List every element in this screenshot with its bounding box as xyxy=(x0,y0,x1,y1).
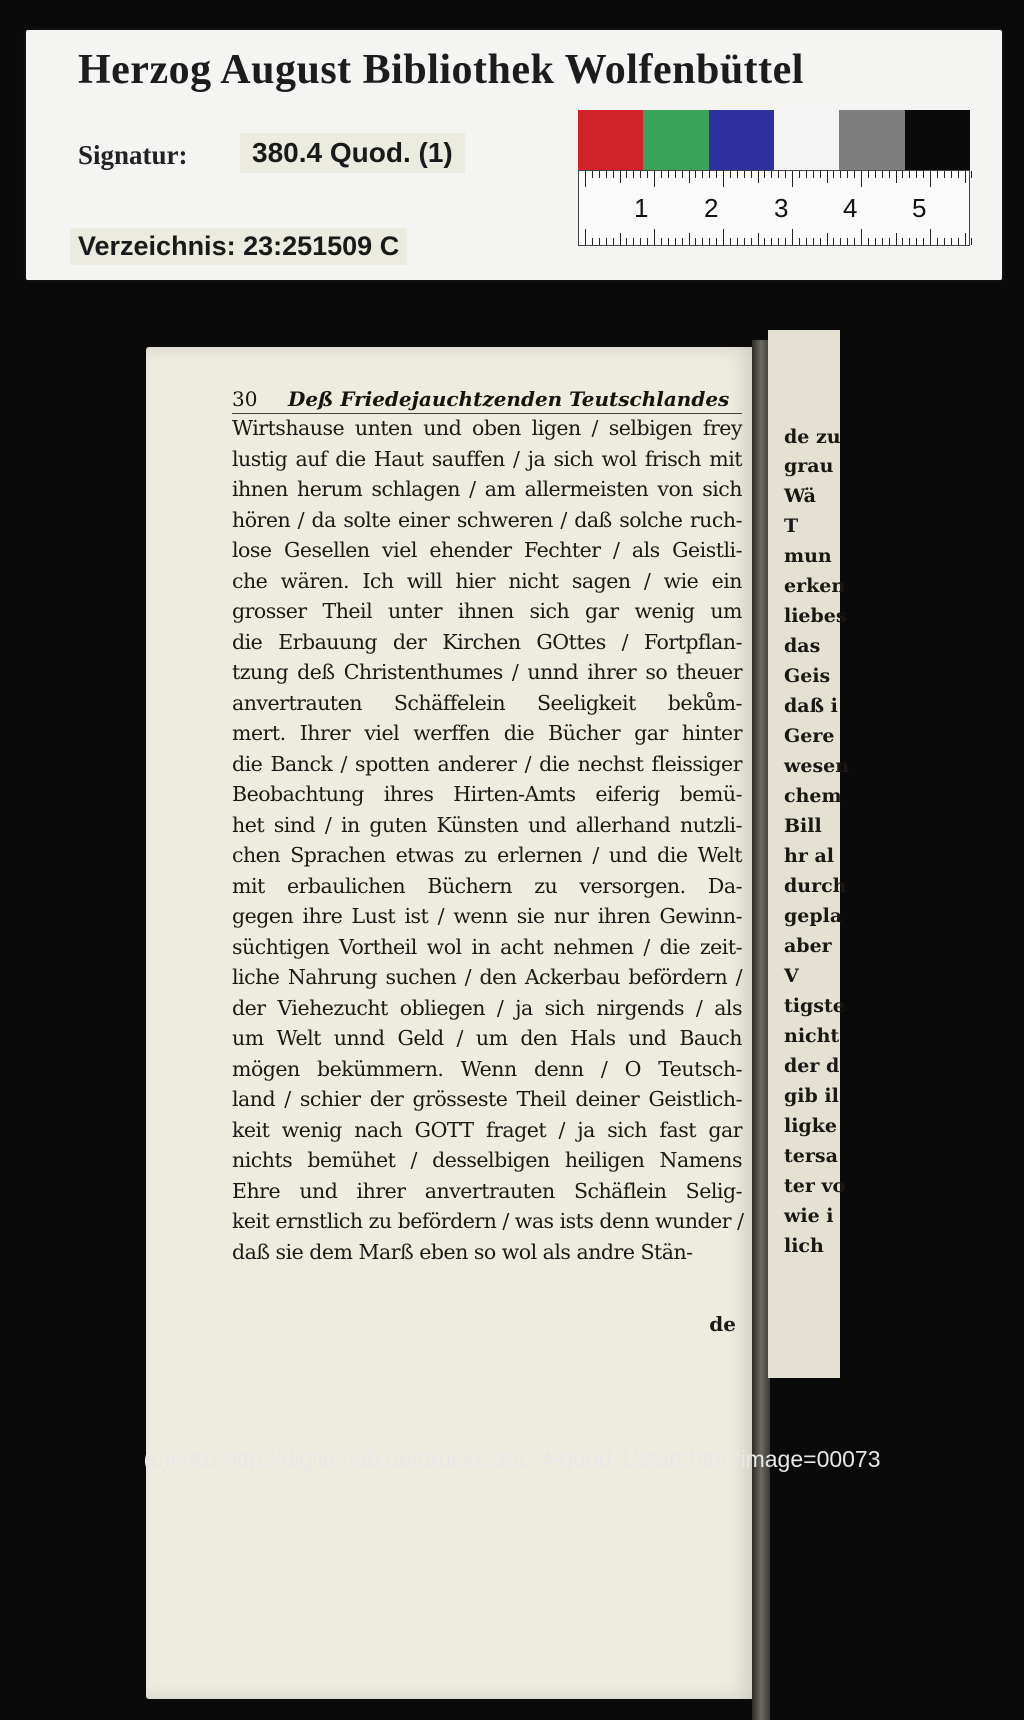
ruler-tick xyxy=(840,171,841,178)
page-number: 30 xyxy=(232,387,258,411)
ruler-tick xyxy=(882,238,883,245)
swatch-gray xyxy=(839,110,904,170)
text-line: süchtigen Vortheil wol in acht nehmen / die zeit- xyxy=(232,934,742,959)
ruler-tick xyxy=(827,233,828,245)
text-line: ihnen herum schlagen / am allermeisten von sich xyxy=(232,477,742,501)
ruler-tick xyxy=(716,238,717,245)
ruler-tick xyxy=(930,171,931,187)
ruler-tick xyxy=(902,171,903,178)
ruler-tick xyxy=(937,238,938,245)
ruler-tick xyxy=(654,171,655,187)
ruler-tick xyxy=(647,238,648,245)
library-label-card xyxy=(26,30,1002,280)
ruler-tick xyxy=(785,238,786,245)
ruler-tick xyxy=(771,238,772,245)
ruler-tick xyxy=(682,171,683,178)
ruler-tick xyxy=(951,171,952,178)
ruler-tick xyxy=(792,229,793,245)
ruler-tick xyxy=(771,171,772,178)
ruler-tick xyxy=(792,171,793,187)
signatur-label: Signatur: xyxy=(78,140,188,170)
ruler-tick xyxy=(937,171,938,178)
ruler-tick xyxy=(813,171,814,178)
ruler-tick xyxy=(606,171,607,178)
text-line: Ehre und ihrer anvertrauten Schäflein Selig- xyxy=(232,1178,742,1203)
ruler-tick xyxy=(633,238,634,245)
ruler-tick xyxy=(909,171,910,178)
signatur-value: 380.4 Quod. (1) xyxy=(240,133,465,173)
ruler-tick xyxy=(613,171,614,178)
ruler-tick xyxy=(861,229,862,245)
right-page-line-fragment: das xyxy=(784,635,821,657)
ruler-tick xyxy=(702,171,703,178)
ruler-tick xyxy=(654,229,655,245)
right-page-line-fragment: durch xyxy=(784,875,847,897)
book-page-right-fragment xyxy=(768,330,850,1378)
ruler-tick xyxy=(675,238,676,245)
right-page-line-fragment: wesen xyxy=(784,755,850,777)
ruler-tick xyxy=(896,233,897,245)
right-page-line-fragment: aber xyxy=(784,935,832,957)
ruler-tick xyxy=(923,238,924,245)
ruler-tick xyxy=(737,171,738,178)
ruler-tick xyxy=(840,238,841,245)
ruler-tick xyxy=(689,171,690,183)
ruler-tick xyxy=(902,238,903,245)
ruler-tick xyxy=(916,171,917,178)
ruler-tick xyxy=(909,238,910,245)
ruler-tick xyxy=(640,171,641,178)
right-page-line-fragment: tersa xyxy=(784,1145,838,1167)
ruler-tick xyxy=(751,238,752,245)
right-page-line-fragment: liebes xyxy=(784,605,847,627)
ruler-number: 3 xyxy=(774,193,789,223)
right-page-line-fragment: wie i xyxy=(784,1205,834,1227)
right-page-line-fragment: Geis xyxy=(784,665,831,687)
text-line: um Welt unnd Geld / um den Hals und Bauch xyxy=(232,1026,742,1050)
ruler-tick xyxy=(661,238,662,245)
ruler-tick xyxy=(923,171,924,178)
ruler-tick xyxy=(620,233,621,245)
ruler-tick xyxy=(764,171,765,178)
right-page-line-fragment: gib il xyxy=(784,1085,839,1107)
text-line: lustig auf die Haut sauffen / ja sich wol frisch mit xyxy=(232,446,742,471)
swatch-green xyxy=(643,110,708,170)
text-line: nichts bemühet / desselbigen heiligen Namens xyxy=(232,1148,742,1172)
ruler-tick xyxy=(599,171,600,178)
ruler-tick xyxy=(764,238,765,245)
ruler-tick xyxy=(868,171,869,178)
right-page-line-fragment: ligke xyxy=(784,1115,837,1137)
ruler-tick xyxy=(723,171,724,187)
ruler-tick xyxy=(958,238,959,245)
text-line: der Viehezucht obliegen / ja sich nirgends / als xyxy=(232,995,742,1020)
right-page-line-fragment: mun xyxy=(784,545,832,567)
library-name: Herzog August Bibliothek Wolfenbüttel xyxy=(78,47,804,93)
ruler-tick xyxy=(585,229,586,245)
right-page-line-fragment: daß i xyxy=(784,695,838,717)
ruler-tick xyxy=(889,238,890,245)
book-page-left xyxy=(146,347,754,1699)
ruler-tick xyxy=(916,238,917,245)
ruler-tick xyxy=(723,229,724,245)
swatch-red xyxy=(578,110,643,170)
text-line: mit erbaulichen Büchern zu versorgen. Da- xyxy=(232,873,742,898)
swatch-white xyxy=(774,110,839,170)
ruler-tick xyxy=(847,171,848,178)
ruler-tick xyxy=(626,171,627,178)
text-line: liche Nahrung suchen / den Ackerbau befördern / xyxy=(232,965,742,989)
ruler-tick xyxy=(799,238,800,245)
ruler-tick xyxy=(751,171,752,178)
ruler-tick xyxy=(640,238,641,245)
ruler-tick xyxy=(889,171,890,178)
right-page-line-fragment: T xyxy=(784,515,799,537)
ruler-tick xyxy=(965,171,966,183)
ruler-tick xyxy=(592,171,593,178)
ruler-tick xyxy=(944,171,945,178)
ruler-tick xyxy=(861,171,862,187)
ruler-tick xyxy=(682,238,683,245)
text-line: daß sie dem Marß eben so wol als andre Stän- xyxy=(232,1239,693,1264)
ruler-tick xyxy=(758,233,759,245)
ruler-tick xyxy=(971,171,972,178)
ruler-tick xyxy=(813,238,814,245)
ruler-tick xyxy=(633,171,634,178)
swatch-black xyxy=(905,110,970,170)
ruler-tick xyxy=(847,238,848,245)
ruler-tick xyxy=(971,238,972,245)
swatch-blue xyxy=(709,110,774,170)
ruler-tick xyxy=(965,233,966,245)
ruler-number: 5 xyxy=(912,193,927,223)
ruler-tick xyxy=(833,238,834,245)
text-line: keit wenig nach GOTT fraget / ja sich fast gar xyxy=(232,1117,742,1142)
ruler-tick xyxy=(875,171,876,178)
ruler-tick xyxy=(951,238,952,245)
ruler-tick xyxy=(958,171,959,178)
ruler-tick xyxy=(585,171,586,187)
text-line: mert. Ihrer viel werffen die Bücher gar hinter xyxy=(232,721,742,745)
right-page-line-fragment: erken xyxy=(784,575,846,597)
ruler-tick xyxy=(661,171,662,178)
ruler-tick xyxy=(806,238,807,245)
right-page-line-fragment: Wä xyxy=(784,485,816,507)
running-title: Deß Friedejauchtzenden Teutschlandes xyxy=(288,387,730,411)
ruler-number: 2 xyxy=(704,193,719,223)
page-body-text xyxy=(232,413,742,1267)
text-line: lose Gesellen viel ehender Fechter / als Geistli- xyxy=(232,538,742,562)
ruler-tick xyxy=(592,238,593,245)
text-line: die Erbauung der Kirchen GOttes / Fortpflan- xyxy=(232,629,742,654)
ruler-tick xyxy=(882,171,883,178)
catchword: de xyxy=(709,1312,736,1336)
ruler-tick xyxy=(744,171,745,178)
text-line: chen Sprachen etwas zu erlernen / und die Welt xyxy=(232,843,742,867)
ruler-tick xyxy=(626,238,627,245)
ruler-tick xyxy=(702,238,703,245)
verzeichnis-value: Verzeichnis: 23:251509 C xyxy=(70,228,407,265)
right-page-line-fragment: der d xyxy=(784,1055,840,1077)
text-line: keit ernstlich zu befördern / was ists denn wunder / xyxy=(232,1209,744,1233)
copyright-footer: (c)HAB http://diglib.hab.de/drucke/380-4-quod-1/start.htm?image=00073 xyxy=(143,1446,881,1472)
ruler-tick xyxy=(820,171,821,178)
text-line: anvertrauten Schäffelein Seeligkeit bekům- xyxy=(232,690,742,715)
ruler-tick xyxy=(896,171,897,183)
ruler-tick xyxy=(944,238,945,245)
ruler-tick xyxy=(778,238,779,245)
ruler-tick xyxy=(606,238,607,245)
measurement-ruler xyxy=(578,170,970,246)
ruler-tick xyxy=(854,238,855,245)
ruler-tick xyxy=(806,171,807,178)
ruler-tick xyxy=(868,238,869,245)
ruler-tick xyxy=(668,238,669,245)
text-line: Wirtshause unten und oben ligen / selbigen frey xyxy=(232,416,742,440)
text-line: hören / da solte einer schweren / daß solche ruch- xyxy=(232,507,742,532)
text-line: Beobachtung ihres Hirten-Amts eiferig bemü- xyxy=(232,782,742,806)
right-page-line-fragment: grau xyxy=(784,455,834,477)
ruler-tick xyxy=(675,171,676,178)
ruler-tick xyxy=(875,238,876,245)
ruler-tick xyxy=(709,171,710,178)
ruler-tick xyxy=(785,171,786,178)
right-page-line-fragment: chem xyxy=(784,785,842,807)
ruler-tick xyxy=(716,171,717,178)
ruler-tick xyxy=(827,171,828,183)
right-page-line-fragment: ter vo xyxy=(784,1175,846,1197)
ruler-tick xyxy=(695,238,696,245)
ruler-tick xyxy=(758,171,759,183)
ruler-number: 1 xyxy=(634,193,649,223)
text-line: mögen bekümmern. Wenn denn / O Teutsch- xyxy=(232,1056,742,1081)
right-page-line-fragment: tigste xyxy=(784,995,845,1017)
ruler-tick xyxy=(599,238,600,245)
right-page-line-fragment: nicht xyxy=(784,1025,840,1047)
right-page-line-fragment: gepla xyxy=(784,905,843,927)
ruler-tick xyxy=(744,238,745,245)
right-page-line-fragment: hr al xyxy=(784,845,834,867)
color-calibration-chart xyxy=(578,110,970,170)
ruler-tick xyxy=(620,171,621,183)
ruler-tick xyxy=(695,171,696,178)
ruler-tick xyxy=(820,238,821,245)
right-page-line-fragment: de zu xyxy=(784,426,841,448)
right-page-line-fragment: Bill xyxy=(784,815,822,837)
ruler-tick xyxy=(737,238,738,245)
text-line: tzung deß Christenthumes / unnd ihrer so theuer xyxy=(232,660,742,684)
ruler-tick xyxy=(730,171,731,178)
ruler-tick xyxy=(854,171,855,178)
text-line: het sind / in guten Künsten und allerhand nutzli- xyxy=(232,812,742,837)
text-line: die Banck / spotten anderer / die nechst fleissiger xyxy=(232,751,742,776)
ruler-tick xyxy=(778,171,779,178)
ruler-tick xyxy=(709,238,710,245)
ruler-tick xyxy=(647,171,648,178)
ruler-tick xyxy=(930,229,931,245)
text-line: grosser Theil unter ihnen sich gar wenig um xyxy=(232,599,742,623)
ruler-tick xyxy=(799,171,800,178)
text-line: gegen ihre Lust ist / wenn sie nur ihren Gewinn- xyxy=(232,904,742,928)
right-page-line-fragment: V xyxy=(784,965,799,987)
ruler-tick xyxy=(730,238,731,245)
right-page-line-fragment: lich xyxy=(784,1235,824,1257)
ruler-tick xyxy=(833,171,834,178)
text-line: land / schier der grösseste Theil deiner Geistlich- xyxy=(232,1087,742,1111)
ruler-number: 4 xyxy=(843,193,858,223)
ruler-tick xyxy=(668,171,669,178)
text-line: che wären. Ich will hier nicht sagen / wie ein xyxy=(232,568,742,593)
ruler-tick xyxy=(613,238,614,245)
right-page-line-fragment: Gere xyxy=(784,725,835,747)
ruler-tick xyxy=(689,233,690,245)
